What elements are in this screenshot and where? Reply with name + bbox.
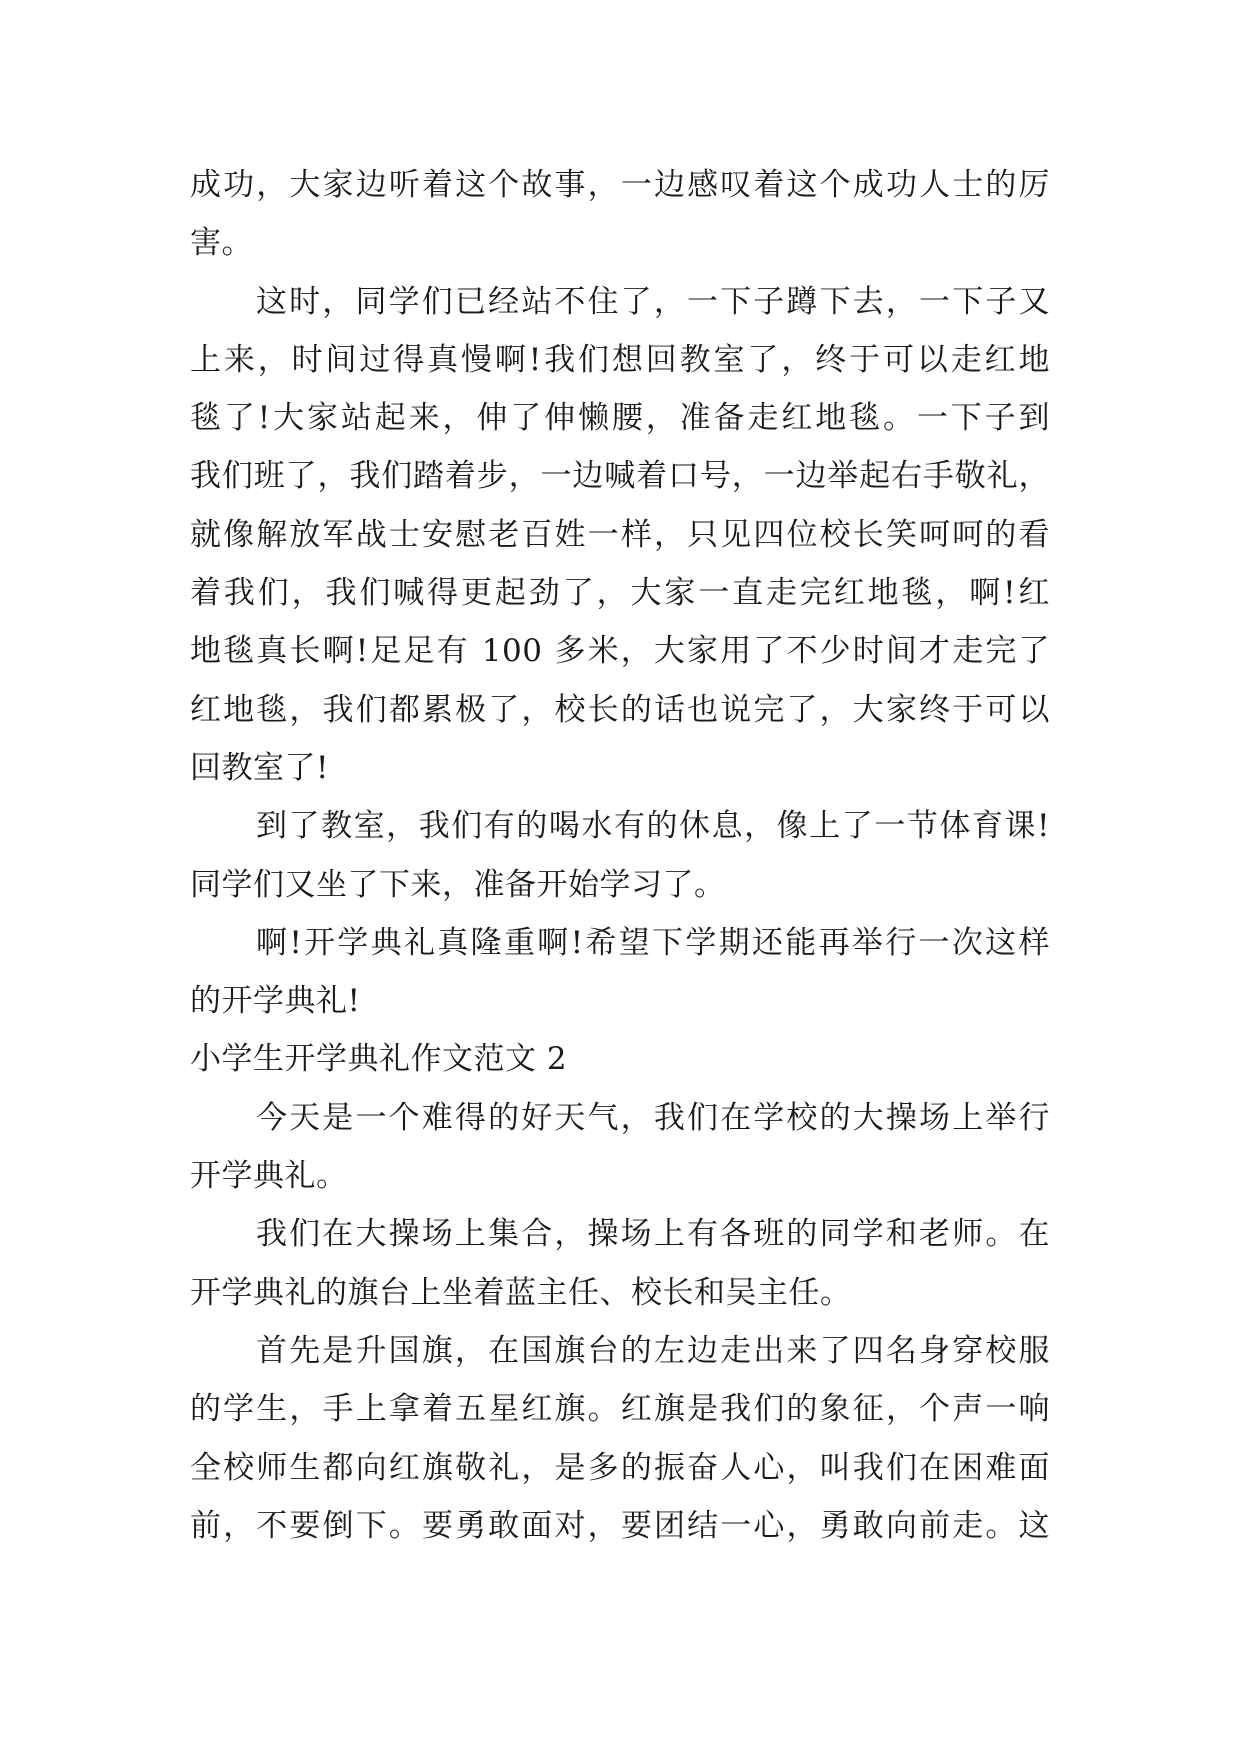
text-line: 的开学典礼! xyxy=(190,983,361,1020)
text-line: 就像解放军战士安慰老百姓一样，只见四位校长笑呵呵的看 xyxy=(190,516,1050,553)
text-line: 害。 xyxy=(190,225,253,262)
text-line: 开学典礼的旗台上坐着蓝主任、校长和吴主任。 xyxy=(190,1274,852,1311)
document-body xyxy=(190,156,1050,1555)
text-line: 成功，大家边听着这个故事，一边感叹着这个成功人士的厉 xyxy=(190,167,1050,203)
text-line: 着我们，我们喊得更起劲了，大家一直走完红地毯，啊!红 xyxy=(190,575,1050,612)
text-line: 这时，同学们已经站不住了，一下子蹲下去，一下子又 xyxy=(256,283,1050,320)
text-line: 啊!开学典礼真隆重啊!希望下学期还能再举行一次这样 xyxy=(256,924,1050,961)
section-heading: 小学生开学典礼作文范文 2 xyxy=(190,1041,568,1078)
text-line: 到了教室，我们有的喝水有的休息，像上了一节体育课! xyxy=(256,808,1050,845)
text-line: 地毯真长啊!足足有 100 多米，大家用了不少时间才走完了 xyxy=(190,633,1050,670)
text-line: 今天是一个难得的好天气，我们在学校的大操场上举行 xyxy=(256,1099,1050,1136)
text-line: 的学生，手上拿着五星红旗。红旗是我们的象征，个声一响 xyxy=(190,1391,1050,1428)
text-line: 首先是升国旗，在国旗台的左边走出来了四名身穿校服 xyxy=(256,1332,1050,1369)
text-line: 上来，时间过得真慢啊!我们想回教室了，终于可以走红地 xyxy=(190,341,1050,378)
text-line: 回教室了! xyxy=(190,749,329,786)
text-line: 前，不要倒下。要勇敢面对，要团结一心，勇敢向前走。这 xyxy=(190,1507,1050,1544)
text-line: 开学典礼。 xyxy=(190,1158,348,1195)
text-line: 我们班了，我们踏着步，一边喊着口号，一边举起右手敬礼， xyxy=(190,458,1050,495)
text-line: 毯了!大家站起来，伸了伸懒腰，准备走红地毯。一下子到 xyxy=(190,400,1050,437)
text-line: 红地毯，我们都累极了，校长的话也说完了，大家终于可以 xyxy=(190,691,1050,728)
text-line: 我们在大操场上集合，操场上有各班的同学和老师。在 xyxy=(256,1216,1050,1253)
text-line: 全校师生都向红旗敬礼，是多的振奋人心，叫我们在困难面 xyxy=(190,1449,1050,1486)
text-line: 同学们又坐了下来，准备开始学习了。 xyxy=(190,866,726,903)
